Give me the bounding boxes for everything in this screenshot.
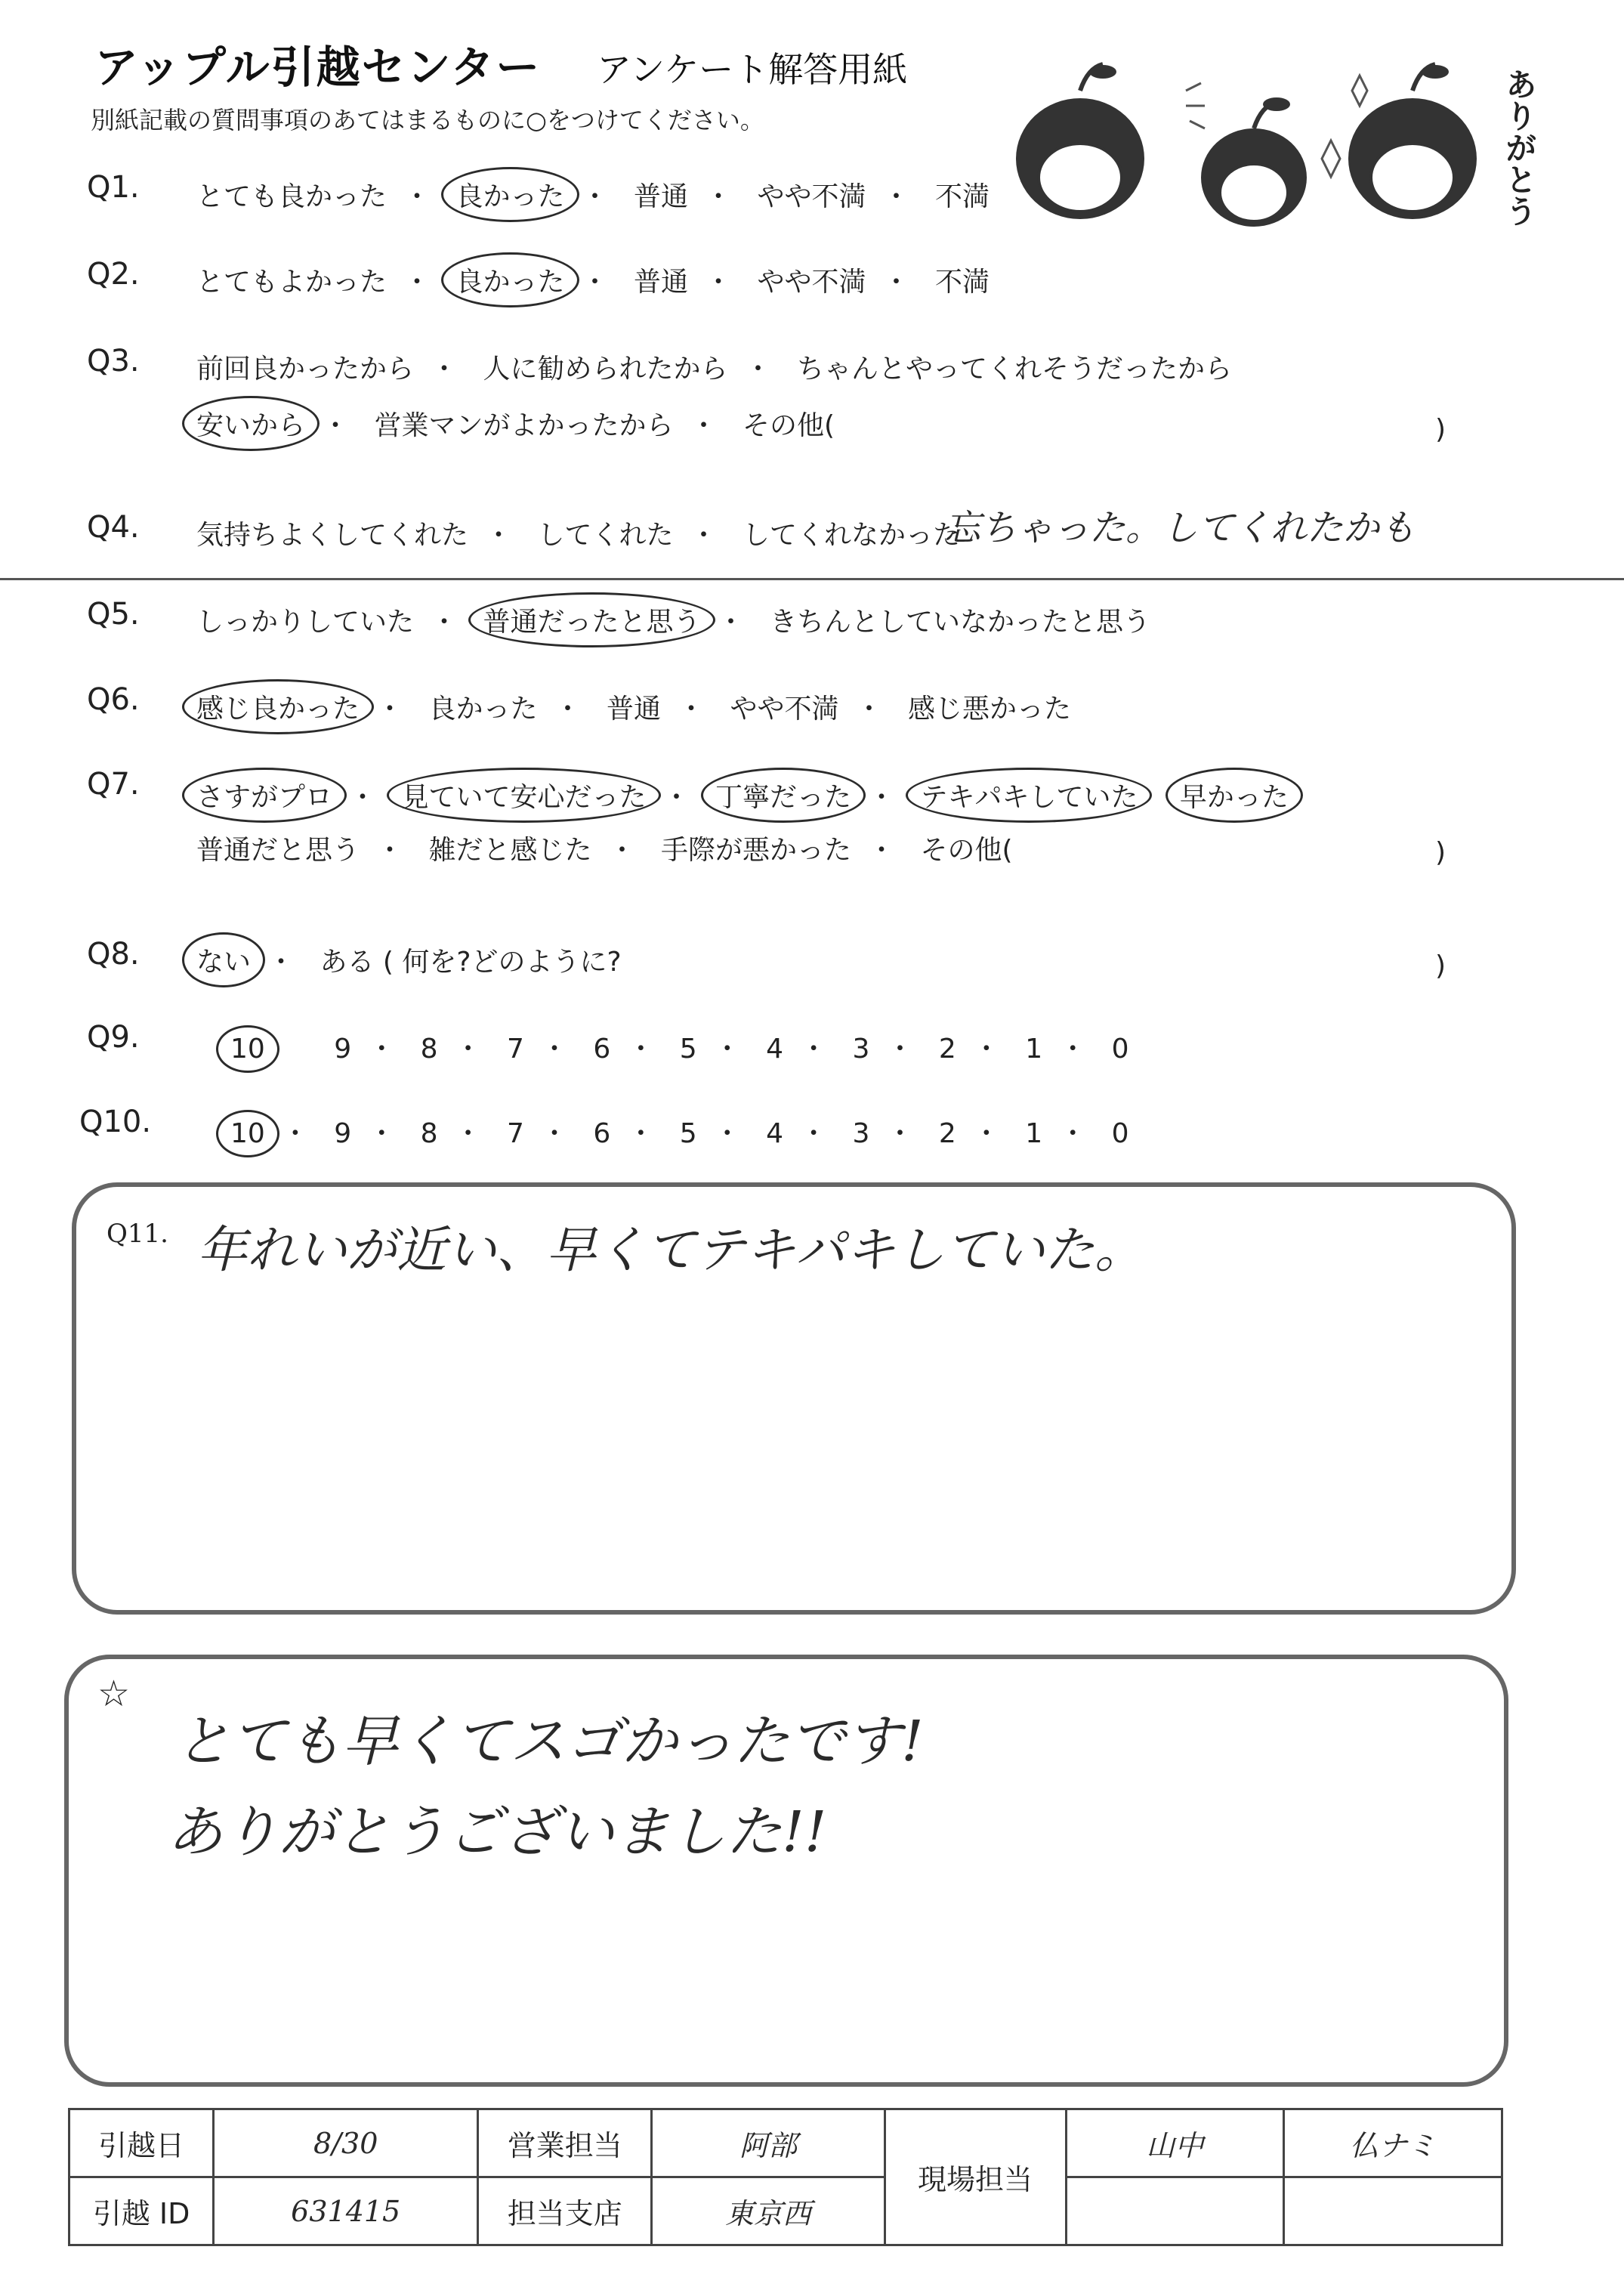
- q2-option-4[interactable]: やや不満: [757, 267, 866, 298]
- q6-options: 感じ良かった ・ 良かった ・ 普通 ・ やや不満 ・ 感じ悪かった: [196, 688, 1071, 726]
- mascot-icon: [997, 45, 1571, 257]
- q1-option-5[interactable]: 不満: [934, 181, 990, 212]
- q9-score-6[interactable]: 6: [593, 1034, 611, 1065]
- instruction-text: 別紙記載の質問事項のあてはまるものに○をつけてください。: [91, 106, 764, 134]
- q9-score-1[interactable]: 1: [1025, 1034, 1043, 1065]
- q2-option-3[interactable]: 普通: [633, 267, 688, 298]
- q11-comment-text: 年れいが近い、早くてテキパキしていた。: [197, 1221, 1144, 1279]
- mascot-caption: ありがとう: [1501, 68, 1538, 227]
- q3-option-6[interactable]: その他(: [742, 410, 835, 441]
- q9-score-3[interactable]: 3: [852, 1034, 870, 1065]
- q9-score-7[interactable]: 7: [507, 1034, 524, 1065]
- q11-comment-box[interactable]: [72, 1182, 1516, 1615]
- q10-score-2[interactable]: 2: [938, 1118, 956, 1149]
- site-staff-label: 現場担当: [885, 2109, 1066, 2245]
- footer-info-table: [68, 2108, 1503, 2246]
- q7-option-8[interactable]: 手際が悪かった: [660, 835, 851, 866]
- q3-option-4-selected[interactable]: 安いから: [182, 396, 320, 451]
- q6-option-4[interactable]: やや不満: [730, 694, 839, 725]
- q10-score-8[interactable]: 8: [420, 1118, 438, 1149]
- q1-option-1[interactable]: とても良かった: [196, 181, 387, 212]
- q3-options-line1: 前回良かったから ・ 人に勧められたから ・ ちゃんとやってくれそうだったから: [196, 348, 1232, 386]
- q5-option-2-selected[interactable]: 普通だったと思う: [468, 592, 715, 647]
- q3-option-1[interactable]: 前回良かったから: [196, 354, 415, 385]
- free-comment-box[interactable]: [64, 1655, 1508, 2087]
- q2-options: とてもよかった ・ 良かった ・ 普通 ・ やや不満 ・ 不満: [196, 261, 990, 299]
- q11-label: Q11.: [107, 1219, 168, 1249]
- q1-option-4[interactable]: やや不満: [757, 181, 866, 212]
- q7-option-4-selected[interactable]: テキパキしていた: [906, 768, 1152, 823]
- section-divider: [0, 578, 1624, 580]
- q10-scale: 10 ・ 9 ・ 8 ・ 7 ・ 6 ・ 5 ・ 4 ・ 3 ・ 2 ・ 1 ・ 0: [230, 1112, 1129, 1151]
- branch-label: 担当支店: [478, 2177, 652, 2245]
- q3-options-line2: 安いから ・ 営業マンがよかったから ・ その他(: [196, 404, 835, 443]
- q9-score-4[interactable]: 4: [766, 1034, 784, 1065]
- q9-score-9[interactable]: 9: [334, 1034, 352, 1065]
- q4-options: 気持ちよくしてくれた ・ してくれた ・ してくれなかった: [196, 514, 960, 552]
- free-comment-line1: とても早くてスゴかったです!: [174, 1709, 924, 1774]
- q7-option-9[interactable]: その他(: [920, 835, 1013, 866]
- q7-option-6[interactable]: 普通だと思う: [196, 835, 360, 866]
- q9-score-0[interactable]: 0: [1111, 1034, 1129, 1065]
- q3-close-paren: ): [1435, 414, 1446, 445]
- site-staff-3-empty: [1066, 2177, 1284, 2245]
- q2-label: Q2.: [87, 257, 140, 292]
- q5-option-3[interactable]: きちんとしていなかったと思う: [769, 607, 1150, 638]
- q10-score-0[interactable]: 0: [1111, 1118, 1129, 1149]
- q7-label: Q7.: [87, 767, 140, 802]
- q1-option-3[interactable]: 普通: [633, 181, 688, 212]
- q9-scale: 10 9 ・ 8 ・ 7 ・ 6 ・ 5 ・ 4 ・ 3 ・ 2 ・ 1 ・ 0: [230, 1028, 1129, 1066]
- q10-score-6[interactable]: 6: [593, 1118, 611, 1149]
- moving-date-label: 引越日: [69, 2109, 214, 2177]
- site-staff-2: 仏ナミ: [1284, 2109, 1502, 2177]
- sales-label: 営業担当: [478, 2109, 652, 2177]
- q4-option-2[interactable]: してくれた: [537, 520, 674, 551]
- q6-option-2[interactable]: 良かった: [428, 694, 538, 725]
- site-staff-1: 山中: [1066, 2109, 1284, 2177]
- q8-option-2[interactable]: ある ( 何を?どのように?: [320, 947, 622, 978]
- q1-option-2-selected[interactable]: 良かった: [441, 167, 579, 222]
- q4-handwritten-answer: 忘ちゃった。してくれたかも: [944, 507, 1416, 549]
- q9-score-5[interactable]: 5: [679, 1034, 697, 1065]
- q10-score-10-selected[interactable]: 10: [216, 1110, 279, 1157]
- mascot-illustration: [997, 45, 1571, 257]
- q10-score-1[interactable]: 1: [1025, 1118, 1043, 1149]
- q6-label: Q6.: [87, 682, 140, 717]
- q9-label: Q9.: [87, 1020, 140, 1055]
- q8-option-1-selected[interactable]: ない: [182, 932, 265, 987]
- company-title: アップル引越センター: [94, 42, 542, 93]
- q2-option-5[interactable]: 不満: [934, 267, 990, 298]
- q2-option-1[interactable]: とてもよかった: [196, 267, 387, 298]
- q5-option-1[interactable]: しっかりしていた: [196, 607, 415, 638]
- q6-option-3[interactable]: 普通: [606, 694, 661, 725]
- q10-label: Q10.: [79, 1105, 152, 1139]
- q3-option-5[interactable]: 営業マンがよかったから: [374, 410, 674, 441]
- q8-label: Q8.: [87, 937, 140, 972]
- q7-option-2-selected[interactable]: 見ていて安心だった: [387, 768, 660, 823]
- q4-label: Q4.: [87, 510, 140, 545]
- form-subtitle: アンケート解答用紙: [597, 49, 908, 90]
- q9-score-10-selected[interactable]: 10: [216, 1025, 279, 1073]
- q7-option-3-selected[interactable]: 丁寧だった: [701, 768, 866, 823]
- q8-options: ない ・ ある ( 何を?どのように?: [196, 941, 622, 979]
- q1-label: Q1.: [87, 170, 140, 205]
- q8-close-paren: ): [1435, 950, 1446, 981]
- q9-score-8[interactable]: 8: [420, 1034, 438, 1065]
- q7-option-1-selected[interactable]: さすがプロ: [182, 768, 347, 823]
- q10-score-4[interactable]: 4: [766, 1118, 784, 1149]
- site-staff-4-empty: [1284, 2177, 1502, 2245]
- moving-id-label: 引越 ID: [69, 2177, 214, 2245]
- q4-option-3[interactable]: してくれなかった: [742, 520, 960, 551]
- q6-option-5[interactable]: 感じ悪かった: [907, 694, 1071, 725]
- q3-option-2[interactable]: 人に勧められたから: [483, 354, 728, 385]
- q7-options-line1: さすがプロ ・ 見ていて安心だった ・ 丁寧だった ・ テキパキしていた 早かった: [196, 776, 1289, 814]
- q5-label: Q5.: [87, 597, 140, 632]
- q7-option-5-selected[interactable]: 早かった: [1166, 768, 1303, 823]
- q6-option-1-selected[interactable]: 感じ良かった: [182, 679, 374, 734]
- q7-close-paren: ): [1435, 837, 1446, 868]
- q10-score-3[interactable]: 3: [852, 1118, 870, 1149]
- free-comment-line2: ありがとうございました!!: [167, 1800, 827, 1865]
- sales-value: 阿部: [652, 2109, 885, 2177]
- q7-options-line2: 普通だと思う ・ 雑だと感じた ・ 手際が悪かった ・ その他(: [196, 829, 1013, 867]
- q10-score-7[interactable]: 7: [507, 1118, 524, 1149]
- branch-value: 東京西: [652, 2177, 885, 2245]
- q4-option-1[interactable]: 気持ちよくしてくれた: [196, 520, 469, 551]
- q2-option-2-selected[interactable]: 良かった: [441, 252, 579, 307]
- q10-score-9[interactable]: 9: [334, 1118, 352, 1149]
- q7-option-7[interactable]: 雑だと感じた: [428, 835, 592, 866]
- moving-date-value: 8/30: [214, 2109, 478, 2177]
- q3-option-3[interactable]: ちゃんとやってくれそうだったから: [796, 354, 1232, 385]
- q9-score-2[interactable]: 2: [938, 1034, 956, 1065]
- q1-options: とても良かった ・ 良かった ・ 普通 ・ やや不満 ・ 不満: [196, 175, 990, 214]
- moving-id-value: 631415: [214, 2177, 478, 2245]
- star-icon: ☆: [97, 1673, 131, 1715]
- q5-options: しっかりしていた ・ 普通だったと思う ・ きちんとしていなかったと思う: [196, 601, 1150, 639]
- q10-score-5[interactable]: 5: [679, 1118, 697, 1149]
- q3-label: Q3.: [87, 344, 140, 379]
